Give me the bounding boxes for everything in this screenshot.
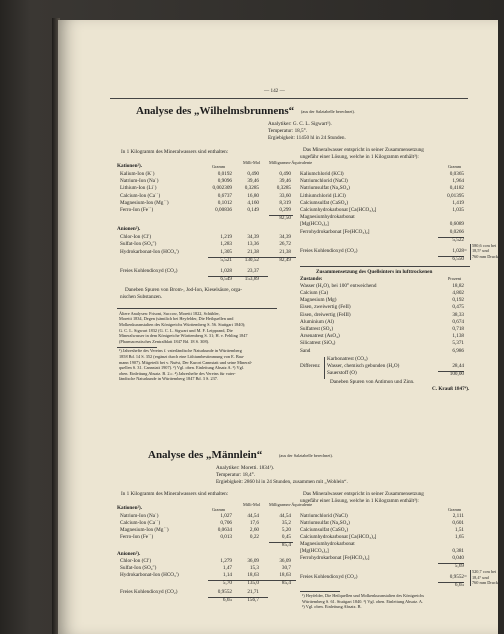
salze-sum: 5,522: [452, 236, 464, 243]
right2-co2-volume: 18,4° und: [472, 574, 489, 580]
kation2-row-name: Natrium-Ion (Na˙): [120, 513, 159, 519]
anion-row-gramm: 1,283: [220, 241, 232, 248]
kation-row-mmol: 16,80: [247, 192, 259, 199]
kation2-row-mval: 5,20: [281, 527, 291, 533]
kation-row-name: Natrium-Ion (Na˙): [120, 178, 159, 185]
anion-row-name: Hydrokarbonat-Ion (HCO₃′): [120, 248, 179, 255]
sinter-spuren: Daneben Spuren von Antimon und Zinn.: [330, 378, 415, 385]
footnote2-rule: [300, 591, 340, 592]
anion2-row-name: Hydrokarbonat-Ion (HCO₃′): [120, 572, 179, 578]
salz-row-gramm: 0,6089: [449, 221, 464, 228]
sinter-row-name: Sulfatrest (SO₄): [300, 326, 334, 332]
anion-row-name: Sulfat-Ion (SO₄″): [120, 241, 157, 248]
salz-row-gramm: 1,964: [452, 178, 464, 185]
right-co2-eq: =: [464, 247, 467, 254]
kation2-row-gramm: 0,013: [220, 534, 232, 540]
kation2-row-name: Calcium-Ion (Ca˙˙): [120, 520, 161, 526]
grand-total2-mmol: 156,7: [247, 597, 259, 603]
right2-col-head: Gramm: [448, 507, 462, 512]
right-co2-volume: 580,6 ccm bei: [472, 242, 497, 248]
sinter-row-val: 0,674: [452, 318, 464, 325]
salz-row-gramm: 0,4182: [449, 185, 464, 192]
section2-meta-line: Ergiebigkeit: 2860 hl in 24 Stunden, zusammen mit „Wohlein“.: [216, 479, 348, 485]
kation2-row-mmol: 44,54: [247, 513, 259, 519]
co2-row-gramm: 1,028: [220, 267, 232, 274]
salz2-row-gramm: 0,601: [452, 520, 464, 526]
salz2-row-name: Calciumsulfat (CaSO₄): [300, 527, 349, 533]
anion-total-mmol: 130,52: [244, 256, 259, 263]
sinter-row-val: 4,802: [452, 290, 464, 296]
right2-co2-name: Freies Kohlendioxyd (CO₂): [300, 574, 358, 580]
right-co2-volume: 760 mm Druck.: [472, 253, 500, 259]
col-head-millimol: Milli-Mol: [243, 160, 261, 165]
anion-row-mmol: 34,39: [247, 234, 259, 241]
footnote-line: ländische Naturkunde in Württemberg 1847 Bd. 3 S. 237.: [119, 376, 219, 382]
kation2-sum: 85,4: [281, 542, 291, 548]
footnote-line: 1858 Bd. 14 S. 352 (ergänzt durch eine Lithiumbestimmung von E. Bau-: [119, 354, 245, 359]
salz-row-gramm: 1,419: [452, 199, 464, 206]
sinter-row-val: 6,986: [452, 347, 464, 354]
col2-head-millimol: Milli-Mol: [243, 502, 261, 507]
sinter-heading: Zusammensetzung des Quellsinters im lufttrockenen: [316, 268, 433, 275]
anion2-row-name: Sulfat-Ion (SO₄″): [120, 565, 157, 571]
sinter-col-head: Prozent: [448, 275, 462, 281]
kation2-row-mval: 44,54: [279, 513, 291, 519]
kation2-row-mmol: 0,22: [249, 534, 259, 540]
anion2-row-gramm: 1,14: [222, 572, 232, 578]
co2-2-brace: [470, 570, 471, 586]
footnote2-line: ³) Vgl. oben. Einleitung Absatz. B.: [302, 604, 362, 610]
differenz-item: Sauerstoff (O): [327, 369, 357, 376]
right2-intro-line: ungefähr einer Lösung, welche in 1 Kilogramm enthält³):: [300, 498, 419, 504]
section1-intro: In 1 Kilogramm des Mineralwassers sind enthalten:: [121, 149, 229, 155]
right2-co2-eq: =: [464, 574, 467, 580]
anion2-row-gramm: 1,279: [220, 558, 232, 564]
kation-row-mmol: 0,490: [247, 171, 259, 177]
spuren-line: Daneben Spuren von Brom-, Jod-Ion, Kieselsäure, orga-: [125, 286, 243, 293]
co2-2-row-mmol: 21,71: [247, 589, 259, 595]
kation2-row-name: Magnesium-Ion (Mg˙˙): [120, 527, 169, 533]
kation-row-name: Ferro-Ion (Fe˙˙): [120, 207, 154, 213]
footnote-line: ¹) Jahreshefte des Vereins f. vaterländische Naturkunde in Württemberg: [119, 348, 242, 354]
anion-row-mval: 26,72: [279, 241, 291, 248]
co2-row-mmol: 23,37: [247, 267, 259, 274]
right-intro-line: ungefähr einer Lösung, welche in 1 Kilogramm enthält³):: [300, 154, 419, 160]
salz2-row-gramm: 1,51: [454, 527, 464, 533]
co2-brace: [470, 244, 471, 260]
kation2-row-mval: 35,2: [281, 520, 291, 526]
kation-sum: 82,50: [279, 215, 291, 222]
col-head-gramm: Gramm: [212, 164, 226, 169]
sinter-row-name: Silicatrest (SiO₃): [300, 340, 336, 347]
sinter-total: 100,00: [449, 370, 464, 377]
right-total: 6,550: [452, 255, 464, 262]
section1-title: Analyse des „Wilhelmsbrunnens“: [136, 105, 295, 117]
analyst-signature: C. Krauß 1847⁴).: [432, 385, 470, 392]
kationen2-heading: Kationen²).: [117, 505, 143, 511]
anion2-row-mmol: 15,3: [249, 565, 259, 571]
sinter-row-val: 0,718: [452, 326, 464, 332]
kation-row-mmol: 0,149: [247, 207, 259, 213]
salz-row-gramm: 0,01395: [447, 192, 464, 199]
salz2-row-name: Natriumsulfat (Na₂SO₄): [300, 520, 350, 526]
kation-row-mmol: 39,46: [247, 178, 259, 185]
anionen-heading: Anionen²).: [117, 226, 141, 233]
right2-intro-line: Das Mineralwasser entspricht in seiner Zusammensetzung: [303, 491, 424, 497]
anion2-row-name: Chlor-Ion (Cl′): [120, 558, 152, 564]
anion-row-mmol: 13,36: [247, 241, 259, 248]
sinter-row-val: 1,138: [452, 333, 464, 340]
salz-row-gramm: 0,0266: [449, 228, 464, 235]
kation-row-gramm: 0,9096: [217, 178, 232, 185]
anion2-row-gramm: 1,47: [222, 565, 232, 571]
anion-row-mval: 34,39: [279, 234, 291, 241]
kation-row-mval: 39,46: [279, 178, 291, 185]
sinter-row-val: 18,82: [452, 282, 464, 289]
salz2-row-name: Calciumhydrokarbonat [Ca(HCO₃)₂]: [300, 534, 377, 540]
differenz-val: 28,44: [452, 362, 464, 369]
aeltere-analysen-line: Mineralwasser in dem Königreiche Württemberg S. 31; H. v. Fehling 1847: [119, 333, 248, 339]
sinter-row-name: Aluminium (Al): [300, 318, 334, 325]
sinter-row-name: Magnesium (Mg): [300, 297, 337, 304]
sinter-row-name: Arsenatrest (AsO₄): [300, 333, 340, 340]
aeltere-analysen-line: Ältere Analysen: Frisoni, Succow, Moretti 1822, Schübler,: [119, 310, 220, 316]
section1-meta-line: Ergiebigkeit: 11450 hl in 24 Stunden.: [268, 135, 346, 141]
kation2-row-gramm: 0,706: [220, 520, 232, 526]
salz2-row-name: [Mg(HCO₃)₂]: [300, 548, 329, 554]
anion2-total-gramm: 5,70: [222, 580, 232, 586]
kation-row-mval: 33,60: [279, 192, 291, 199]
differenz-item: Karbonatrest (CO₃): [327, 355, 368, 362]
footnote-line: mann 1907). Mitgeteilt bei v. Nuëst, Der Kurort Cannstatt und seine Mineral-: [119, 359, 253, 365]
grand-total-gramm: 6,549: [220, 275, 232, 282]
kation2-row-gramm: 1,027: [220, 513, 232, 519]
page-number: — 142 —: [264, 88, 285, 94]
kation-row-gramm: 0,0192: [217, 171, 232, 177]
right-co2-name: Freies Kohlendioxyd (CO₂): [300, 247, 358, 254]
kation2-row-gramm: 0,0634: [217, 527, 232, 533]
differenz-brace: [324, 357, 325, 379]
zus-rule: [300, 266, 470, 267]
anion-row-gramm: 1,219: [220, 234, 232, 241]
sinter-row-val: 38,33: [452, 311, 464, 318]
right-co2-gramm: 1,028: [452, 247, 464, 254]
anion-row-mmol: 21,38: [247, 248, 259, 255]
salz-row-name: Natriumchlorid (NaCl): [300, 178, 348, 185]
kation2-row-name: Ferro-Ion (Fe˙˙): [120, 534, 154, 540]
co2-2-row-gramm: 0,9552: [217, 589, 232, 595]
anion2-row-mval: 36,09: [279, 558, 291, 564]
salz2-row-gramm: 0,381: [452, 548, 464, 554]
section2-title-note: (aus der Salztabelle berechnet).: [279, 453, 333, 458]
col-head-mval: Milligramm-Äquivalente: [269, 160, 313, 165]
footnote-line: quellen S. 31. Cannstatt 1907). ²) Vgl. oben. Einleitung Absatz A. ³) Vgl.: [119, 365, 244, 371]
kation2-row-mmol: 17,6: [249, 520, 259, 526]
aeltere-analysen-line: (Pharmaceutisches Zentralblatt 1847 Bd. 18 S. 308).: [119, 338, 210, 344]
grand-total2-gramm: 6,65: [222, 597, 232, 603]
sinter-row-name: Wasser (H₂O), bei 100° entweichend: [300, 282, 377, 289]
aeltere-analysen-line: Molkenkuranstalten des Königreichs Württemberg S. 56. Stuttgart 1840);: [119, 322, 246, 327]
right2-co2-gramm: 0,9552: [449, 574, 464, 580]
salz-row-name: Calciumhydrokarbonat [Ca(HCO₃)₂]: [300, 207, 377, 213]
kation-row-mval: 0,299: [279, 207, 291, 213]
col2-head-mval: Milligramm-Äquivalente: [269, 502, 313, 507]
kation2-row-mval: 0,45: [281, 534, 291, 540]
kationen-heading: Kationen²).: [117, 163, 143, 169]
right-intro-line: Das Mineralwasser entspricht in seiner Zusammensetzung: [303, 147, 424, 153]
salz2-row-gramm: 2,111: [452, 513, 464, 519]
header-rule: [110, 98, 468, 99]
right2-total: 6,65: [454, 582, 464, 588]
kation-row-gramm: 0,1012: [217, 199, 232, 206]
salz2-row-gramm: 1,65: [454, 534, 464, 540]
aeltere-rule: [117, 308, 277, 309]
spuren-line: nischen Substanzen.: [120, 293, 163, 300]
kation-row-name: Calcium-Ion (Ca˙˙): [120, 192, 161, 199]
grand-total-mmol: 153,89: [244, 275, 259, 282]
anion-row-mval: 21,38: [279, 248, 291, 255]
anion-row-name: Chlor-Ion (Cl′): [120, 234, 152, 241]
anion2-total-mmol: 135,0: [247, 580, 259, 586]
section2-intro: In 1 Kilogramm des Mineralwassers sind enthalten:: [121, 491, 229, 497]
co2-2-row-name: Freies Kohlendioxyd (CO₂): [120, 589, 178, 595]
footnote2-line: ¹) Heyfelder, Die Heilquellen und Molkenkuranstalten des Königreichs: [302, 593, 425, 598]
footnote-line: oben. Einleitung Absatz. B. 2.c. ⁴) Jahreshefte des Vereins für vater-: [119, 370, 236, 376]
kation-row-mval: 0,490: [279, 171, 291, 177]
kation-row-name: Magnesium-Ion (Mg˙˙): [120, 199, 169, 206]
kation-row-mval: 8,319: [279, 199, 291, 206]
sinter-row-val: 5,371: [452, 340, 464, 347]
kation-row-gramm: 0,002309: [212, 185, 232, 192]
anion2-row-mval: 18,63: [279, 572, 291, 578]
anionen2-heading: Anionen²).: [117, 551, 141, 557]
anion2-row-mval: 30,7: [281, 565, 291, 571]
kation-row-gramm: 0,6737: [217, 192, 232, 199]
anion2-row-mmol: 36,09: [247, 558, 259, 564]
salz2-row-name: Magnesiumhydrokarbonat: [300, 541, 355, 547]
salz2-row-name: Ferrohydrokarbonat [Fe(HCO₃)₂]: [300, 555, 370, 561]
kation-row-name: Lithium-Ion (Li˙): [120, 185, 157, 192]
salz-row-gramm: 0,0365: [449, 171, 464, 177]
kation-row-gramm: 0,00836: [215, 207, 232, 213]
salz-row-name: Natriumsulfat (Na₂SO₄): [300, 185, 350, 192]
section2-title: Analyse des „Männlein“: [148, 449, 263, 461]
kation-row-mval: 0,3285: [276, 185, 291, 192]
salz2-row-name: Natriumchlorid (NaCl): [300, 513, 348, 519]
anion2-total-mval: 85,4: [281, 580, 291, 586]
salz-row-name: Ferrohydrokarbonat [Fe(HCO₃)₂]: [300, 228, 370, 235]
section1-meta-line: Temperatur: 18,5°.: [268, 128, 308, 134]
differenz-item: Wasser, chemisch gebunden (H₂O): [327, 362, 400, 369]
anion-total-mval: 82,49: [279, 256, 291, 263]
sinter-row-name: Eisen, zweiwertig (FeII): [300, 304, 351, 311]
salz-row-name: Magnesiumhydrokarbonat: [300, 214, 355, 221]
salz-row-name: Kaliumchlorid (KCl): [300, 171, 344, 177]
right-co2-volume: 18,5° und: [472, 248, 489, 254]
salz-row-name: [Mg(HCO₃)₂]: [300, 221, 329, 228]
right-col-head-gramm: Gramm: [448, 164, 462, 169]
salz-row-name: Lithiumchlorid (LiCl): [300, 192, 346, 199]
aeltere-analysen-line: G. C. L. Sigwart 1832 (G. C. L. Sigwart und M. F. Leipprand, Die: [119, 327, 233, 333]
anion-row-gramm: 1,305: [220, 248, 232, 255]
section2-meta-line: Analytiker: Moretti. 1834¹).: [216, 465, 275, 471]
right2-co2-volume: 520,7 ccm bei: [472, 569, 497, 574]
section2-meta-line: Temperatur: 18,4°.: [216, 472, 256, 478]
sinter-row-name: Calcium (Ca): [300, 290, 329, 296]
salz-row-name: Calciumsulfat (CaSO₄): [300, 199, 349, 206]
kation-row-mmol: 0,3285: [244, 185, 259, 192]
kation2-row-mmol: 2,60: [249, 527, 259, 533]
sinter-row-val: 0,192: [452, 297, 464, 304]
salze2-sum: 5,69: [454, 563, 464, 569]
salz2-row-gramm: 0,040: [452, 555, 464, 561]
kation-row-mmol: 4,160: [247, 199, 259, 206]
sinter-row-name: Eisen, dreiwertig (FeIII): [300, 311, 351, 318]
col2-head-gramm: Gramm: [212, 507, 226, 512]
kation-row-name: Kalium-Ion (K˙): [120, 171, 155, 177]
right2-co2-volume: 760 mm Druck.: [472, 580, 500, 585]
co2-row-name: Freies Kohlendioxyd (CO₂): [120, 267, 178, 274]
sinter-row-name: Sand: [300, 347, 311, 354]
section1-title-note: (aus der Salztabelle berechnet).: [301, 109, 355, 114]
section1-meta-line: Analytiker: G. C. L. Sigwart¹).: [268, 121, 332, 127]
differenz-label: Differenz: [300, 362, 320, 369]
sinter-row-val: 0,475: [452, 304, 464, 311]
sinter-heading-2: Zustande:: [300, 275, 323, 282]
anion-total-gramm: 5,521: [220, 256, 232, 263]
footnote2-line: Württemberg S. 61. Stuttgart 1840. ²) Vgl. oben. Einleitung Absatz. A.: [302, 598, 424, 604]
aeltere-analysen-line: Moretti 1834, Degen (sämtlich bei Heyfelder, Die Heilquellen und: [119, 316, 234, 322]
anion2-row-mmol: 18,63: [247, 572, 259, 578]
salz-row-gramm: 1,035: [452, 207, 464, 213]
